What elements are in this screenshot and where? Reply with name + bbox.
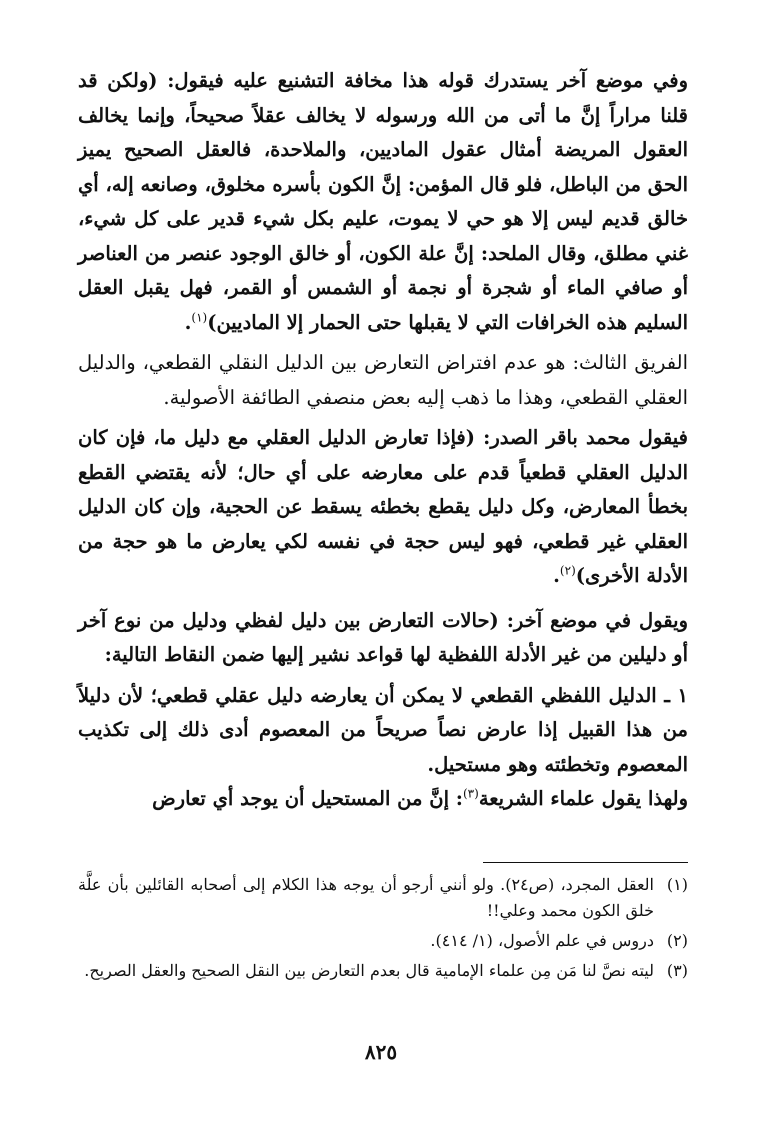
- footnote-ref-1: (١): [191, 310, 208, 324]
- paragraph-6-end: : إنَّ من المستحيل أن يوجد أي تعارض: [152, 787, 463, 810]
- paragraph-2-text: الفريق الثالث: هو عدم افتراض التعارض بين الدليل النقلي القطعي، والدليل العقلي القطعي، وهذا ما ذهب إليه بعض منصفي الطائفة الأصولية.: [78, 351, 688, 409]
- paragraph-2: [78, 346, 688, 415]
- footnote-3: [78, 958, 688, 984]
- paragraph-6-text: ولهذا يقول علماء الشريعة: [478, 787, 688, 810]
- paragraph-3-end: .: [553, 564, 560, 587]
- paragraph-3-text: فيقول محمد باقر الصدر: (فإذا تعارض الدليل العقلي مع دليل ما، فإن كان الدليل العقلي قطعياً قدم على معارضه على أي حال؛ لأنه يقتضي القطع بخطأ المعارض، وكل دليل يقطع بخطئه يسقط عن الحجية، وإن كان الدليل العقلي غير قطعي، فهو ليس حجة في نفسه لكي يعارض ما هو حجة من الأدلة الأخرى): [78, 426, 688, 587]
- footnote-text: ليته نصَّ لنا مَن مِن علماء الإمامية قال بعدم التعارض بين النقل الصحيح والعقل الصريح.: [84, 961, 654, 980]
- footnote-ref-3: (٣): [462, 786, 479, 801]
- footnote-number: (١): [666, 875, 688, 894]
- footnote-divider: [483, 862, 688, 863]
- paragraph-5: [78, 679, 688, 783]
- footnote-2: [78, 928, 688, 954]
- footnote-number: (٣): [666, 961, 688, 980]
- footnote-text: العقل المجرد، (ص٢٤). ولو أنني أرجو أن يوجه هذا الكلام إلى أصحابه القائلين بأن علَّة خلق الكون محمد وعلي!!: [78, 875, 654, 920]
- paragraph-3: [78, 421, 688, 594]
- paragraph-1: [78, 64, 688, 340]
- footnote-number: (٢): [666, 931, 688, 950]
- paragraph-5-text: ١ ـ الدليل اللفظي القطعي لا يمكن أن يعارضه دليل عقلي قطعي؛ لأن دليلاً من هذا القبيل إذا عارض نصاً صريحاً من المعصوم أدى ذلك إلى تكذيب المعصوم وتخطئته وهو مستحيل.: [78, 683, 688, 776]
- footnotes: [78, 872, 688, 988]
- paragraph-1-text: وفي موضع آخر يستدرك قوله هذا مخافة التشنيع عليه فيقول: (ولكن قد قلنا مراراً إنَّ ما أتى من الله ورسوله لا يخالف عقلاً صحيحاً، وإنما يخالف العقول المريضة أمثال عقول الماديين، والملاحدة، فالعقل الصحيح يميز الحق من الباطل، فلو قال المؤمن: إنَّ الكون بأسره مخلوق، وصانعه إله، أي خالق قديم ليس إلا هو حي لا يموت، عليم بكل شيء قدير على كل شيء، غني مطلق، وقال الملحد: إنَّ علة الكون، أو خالق الوجود عنصر من العناصر أو صافي الماء أو شجرة أو نجمة أو الشمس أو القمر، فهل يقبل العقل السليم هذه الخرافات التي لا يقبلها حتى الحمار إلا الماديين): [78, 69, 688, 334]
- footnote-text: دروس في علم الأصول، (١/ ٤١٤).: [430, 931, 654, 950]
- page-body: [78, 64, 688, 817]
- footnote-1: [78, 872, 688, 924]
- paragraph-1-end: .: [184, 310, 192, 334]
- paragraph-6: [78, 782, 688, 817]
- footnote-ref-2: (٢): [559, 563, 576, 578]
- page-number: ٨٢٥: [364, 1040, 398, 1064]
- paragraph-4-text: ويقول في موضع آخر: (حالات التعارض بين دليل لفظي ودليل من نوع آخر أو دليلين من غير الأدلة اللفظية لها قواعد نشير إليها ضمن النقاط التالية:: [78, 608, 688, 666]
- paragraph-4: [78, 604, 688, 673]
